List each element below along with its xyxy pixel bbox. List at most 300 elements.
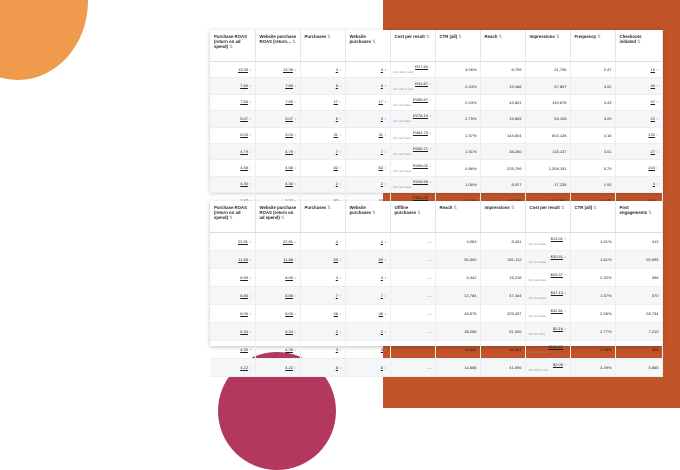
column-header-label: Reach	[484, 34, 498, 39]
table-cell[interactable]	[210, 78, 255, 94]
table-cell[interactable]	[255, 341, 300, 359]
sort-icon[interactable]: ⇅	[372, 39, 376, 44]
column-header[interactable]	[615, 30, 662, 62]
table-cell[interactable]	[345, 78, 390, 94]
cell-value: 3.39%	[600, 365, 612, 370]
table-cell[interactable]	[300, 176, 345, 192]
cell-value: 59	[333, 256, 338, 262]
table-cell	[615, 341, 662, 359]
table-cell	[435, 78, 480, 94]
column-header-label: Website purchases	[349, 205, 371, 215]
table-cell[interactable]	[210, 287, 255, 305]
cell-value: 17	[378, 99, 383, 105]
table-cell[interactable]	[345, 287, 390, 305]
sort-icon[interactable]: ⇅	[280, 215, 285, 220]
table-cell[interactable]	[345, 127, 390, 143]
sort-icon[interactable]: ⇅	[555, 34, 560, 39]
attribution-icon: ⚬	[563, 237, 567, 241]
table-cell[interactable]	[300, 143, 345, 159]
table-cell	[570, 233, 615, 251]
table-cell[interactable]	[615, 94, 662, 110]
table-cell	[480, 359, 525, 377]
table-cell[interactable]	[390, 176, 435, 192]
cell-value: 12,784	[464, 293, 477, 298]
attribution-icon: ⚬	[248, 84, 252, 89]
column-header[interactable]	[435, 30, 480, 62]
table-cell	[480, 269, 525, 287]
attribution-icon: ⚬	[383, 311, 387, 316]
cell-value: 8,451	[511, 239, 522, 244]
cell-value: 413	[651, 239, 659, 244]
cell-value: 13.35	[237, 66, 248, 72]
sort-icon[interactable]: ⇅	[560, 205, 565, 210]
ads-results-table-top	[210, 30, 662, 201]
cell-value: —	[427, 239, 432, 244]
cell-value: 4.79	[285, 148, 293, 154]
table-cell[interactable]	[300, 287, 345, 305]
table-cell[interactable]	[525, 305, 570, 323]
table-cell[interactable]	[390, 111, 435, 127]
table-cell[interactable]	[390, 143, 435, 159]
column-header[interactable]	[615, 201, 662, 233]
cost-per-result-note: Per purchase	[528, 242, 547, 246]
table-cell[interactable]	[345, 160, 390, 176]
header-row	[210, 201, 662, 233]
cell-value: $0.16	[552, 326, 563, 331]
table-cell[interactable]	[525, 233, 570, 251]
table-cell	[570, 359, 615, 377]
table-cell[interactable]	[525, 287, 570, 305]
attribution-icon: ⚬	[248, 275, 252, 280]
table-cell[interactable]	[210, 359, 255, 377]
sort-icon[interactable]: ⇅	[498, 34, 503, 39]
attribution-icon: ⚬	[248, 100, 252, 105]
cell-value: 38,260	[509, 149, 522, 155]
table-cell[interactable]	[255, 111, 300, 127]
table-cell[interactable]	[345, 176, 390, 192]
cell-value: 11.88	[238, 256, 248, 262]
table-cell[interactable]	[615, 111, 662, 127]
table-cell[interactable]	[210, 127, 255, 143]
attribution-icon: ⚬	[338, 116, 342, 121]
cell-value: 11.88	[283, 256, 293, 262]
cell-value: 1.57%	[600, 293, 612, 298]
attribution-icon: ⚬	[383, 100, 387, 105]
cell-value: 4.39	[240, 346, 248, 352]
cell-value: 27	[650, 148, 655, 154]
table-cell[interactable]	[255, 323, 300, 341]
attribution-icon: ⚬	[655, 84, 659, 89]
attribution-icon: ⚬	[338, 365, 342, 370]
table-cell[interactable]	[300, 111, 345, 127]
table-cell	[570, 176, 615, 192]
sort-icon[interactable]: ⇅	[510, 205, 515, 210]
cell-value: 4.58	[285, 165, 293, 171]
cell-value: 602,128	[552, 132, 567, 138]
table-row	[210, 62, 662, 78]
column-header-label: Purchases	[304, 205, 327, 210]
table-cell[interactable]	[255, 305, 300, 323]
table-cell[interactable]	[255, 233, 300, 251]
column-header[interactable]	[255, 30, 300, 62]
column-header[interactable]	[390, 201, 435, 233]
attribution-icon: ⚬	[338, 133, 342, 138]
sort-icon[interactable]: ⇅	[648, 210, 652, 215]
table-cell	[435, 323, 480, 341]
cell-value: R249.55	[412, 178, 428, 184]
table-row	[210, 323, 662, 341]
attribution-icon: ⚬	[428, 130, 432, 135]
table-row	[210, 111, 662, 127]
attribution-icon: ⚬	[563, 309, 567, 313]
column-header-label: Purchases	[304, 34, 327, 39]
table-row	[210, 94, 662, 110]
table-cell[interactable]	[345, 323, 390, 341]
attribution-icon: ⚬	[293, 311, 297, 316]
attribution-icon: ⚬	[338, 166, 342, 171]
cell-value: 4	[335, 238, 338, 244]
sort-icon[interactable]: ⇅	[372, 210, 376, 215]
table-cell[interactable]	[390, 78, 435, 94]
column-header-label: Checkouts initiated	[619, 34, 642, 44]
cell-value: $47.13	[550, 290, 563, 295]
table-cell[interactable]	[210, 62, 255, 78]
table-cell[interactable]	[615, 127, 662, 143]
attribution-icon: ⚬	[338, 182, 342, 187]
table-cell	[480, 287, 525, 305]
column-header[interactable]	[210, 30, 255, 62]
table-cell[interactable]	[615, 143, 662, 159]
cell-value: 4.39	[285, 346, 293, 352]
table-cell[interactable]	[615, 62, 662, 78]
cell-value: 4.06%	[465, 67, 477, 73]
column-header[interactable]	[480, 201, 525, 233]
cell-value: 132	[648, 132, 655, 138]
attribution-icon: ⚬	[563, 255, 567, 259]
table-cell[interactable]	[210, 233, 255, 251]
attribution-icon: ⚬	[293, 347, 297, 352]
table-cell[interactable]	[255, 160, 300, 176]
cell-value: 8	[335, 83, 338, 89]
cell-value: R27.60	[415, 64, 428, 70]
attribution-icon: ⚬	[383, 133, 387, 138]
cell-value: 6,799	[511, 67, 522, 73]
attribution-icon: ⚬	[655, 100, 659, 105]
cell-value: 3.43	[603, 99, 612, 105]
table-cell[interactable]	[255, 143, 300, 159]
table-cell	[435, 359, 480, 377]
table-cell	[390, 359, 435, 377]
column-header[interactable]	[435, 201, 480, 233]
attribution-icon: ⚬	[428, 163, 432, 168]
column-header[interactable]	[525, 30, 570, 62]
column-header[interactable]	[525, 201, 570, 233]
table-cell[interactable]	[210, 111, 255, 127]
cell-value: 5.34	[240, 328, 248, 334]
table-cell	[480, 111, 525, 127]
table-cell[interactable]	[255, 287, 300, 305]
sort-icon[interactable]: ⇅	[327, 34, 331, 39]
table-cell[interactable]	[345, 143, 390, 159]
table-cell[interactable]	[525, 269, 570, 287]
cost-per-result-note: Per purchase	[393, 102, 412, 107]
cell-value: 4	[335, 274, 338, 280]
sort-icon[interactable]: ⇅	[327, 205, 331, 210]
cell-value: 4	[380, 66, 383, 72]
table-cell[interactable]	[210, 176, 255, 192]
table-cell	[525, 143, 570, 159]
table-cell	[525, 127, 570, 143]
cell-value: 22	[650, 115, 655, 121]
table-cell[interactable]	[210, 160, 255, 176]
sort-icon[interactable]: ⇅	[593, 205, 597, 210]
attribution-icon: ⚬	[293, 275, 297, 280]
column-header-label: Cost per result	[394, 34, 425, 39]
cell-value: 2.24%	[465, 83, 477, 89]
cell-value: 8.00	[240, 310, 248, 316]
table-cell	[480, 233, 525, 251]
table-cell[interactable]	[300, 127, 345, 143]
table-cell[interactable]	[345, 111, 390, 127]
cell-value: 3	[335, 346, 338, 352]
table-cell[interactable]	[255, 251, 300, 269]
cell-value: 8	[380, 364, 383, 370]
sort-icon[interactable]: ⇅	[453, 205, 458, 210]
table-cell	[570, 305, 615, 323]
attribution-icon: ⚬	[248, 347, 252, 352]
column-header-label: Purchase ROAS (return on ad spend)	[214, 34, 247, 49]
table-cell[interactable]	[300, 359, 345, 377]
sort-icon[interactable]: ⇅	[636, 39, 641, 44]
cell-value: 40	[650, 83, 655, 89]
table-cell	[570, 269, 615, 287]
table-cell[interactable]	[300, 94, 345, 110]
table-cell[interactable]	[345, 269, 390, 287]
table-cell	[435, 287, 480, 305]
table-cell[interactable]	[300, 305, 345, 323]
column-header[interactable]	[570, 30, 615, 62]
attribution-icon: ⚬	[338, 67, 342, 72]
cell-value: R41.67	[415, 80, 428, 86]
sort-icon[interactable]: ⇅	[229, 44, 233, 49]
table-cell	[525, 160, 570, 176]
attribution-icon: ⚬	[248, 257, 252, 262]
table-cell[interactable]	[210, 341, 255, 359]
table-cell[interactable]	[345, 359, 390, 377]
table-cell[interactable]	[390, 127, 435, 143]
cell-value: 7	[380, 292, 383, 298]
table-cell	[390, 305, 435, 323]
column-header-label: Website purchases	[349, 34, 371, 44]
column-header[interactable]	[480, 30, 525, 62]
cell-value: 1.61%	[600, 257, 612, 262]
table-cell[interactable]	[300, 341, 345, 359]
table-cell[interactable]	[615, 160, 662, 176]
table-cell	[570, 111, 615, 127]
cell-value: 251,112	[507, 257, 522, 262]
cell-value: 15,216	[509, 275, 522, 280]
cell-value: 5.07	[285, 115, 293, 121]
attribution-icon: ⚬	[248, 182, 252, 187]
sort-icon[interactable]: ⇅	[458, 34, 462, 39]
cost-per-result-note: Per purchase	[393, 184, 412, 189]
cell-value: 1.57%	[465, 132, 477, 138]
table-cell	[615, 233, 662, 251]
column-header[interactable]	[210, 201, 255, 233]
table-cell[interactable]	[615, 176, 662, 192]
table-cell	[480, 305, 525, 323]
attribution-icon: ⚬	[248, 116, 252, 121]
table-cell	[435, 176, 480, 192]
table-cell	[435, 305, 480, 323]
table-cell[interactable]	[525, 251, 570, 269]
attribution-icon: ⚬	[338, 329, 342, 334]
cell-value: 51,926	[509, 329, 522, 334]
cell-value: $13.01	[550, 236, 563, 241]
table-cell[interactable]	[255, 359, 300, 377]
table-cell	[615, 287, 662, 305]
cell-value: 8	[380, 83, 383, 89]
column-header[interactable]	[345, 201, 390, 233]
column-header-label: Reach	[439, 205, 453, 210]
table-cell[interactable]	[345, 94, 390, 110]
sort-icon[interactable]: ⇅	[229, 215, 233, 220]
cost-per-result-note: Per purchase	[393, 168, 412, 173]
table-cell[interactable]	[300, 323, 345, 341]
cell-value: R285.97	[412, 96, 428, 102]
cell-value: R285.71	[412, 146, 428, 152]
column-header[interactable]	[570, 201, 615, 233]
attribution-icon: ⚬	[338, 239, 342, 244]
table-cell[interactable]	[345, 305, 390, 323]
table-cell[interactable]	[210, 143, 255, 159]
table-cell[interactable]	[390, 94, 435, 110]
table-cell[interactable]	[255, 176, 300, 192]
cell-value: 17,235	[554, 181, 567, 187]
table-cell[interactable]	[255, 269, 300, 287]
column-header-label: Website purchase ROAS (return…	[259, 34, 297, 44]
column-header[interactable]	[300, 30, 345, 62]
table-cell[interactable]	[255, 78, 300, 94]
table-cell[interactable]	[390, 62, 435, 78]
attribution-icon: ⚬	[248, 293, 252, 298]
table-cell	[615, 323, 662, 341]
attribution-icon: ⚬	[383, 293, 387, 298]
cell-value: 41,096	[509, 365, 522, 370]
cell-value: 19,168	[509, 83, 522, 89]
cell-value: 8.00	[285, 310, 293, 316]
cell-value: 46	[378, 310, 383, 316]
table-cell[interactable]	[210, 94, 255, 110]
cell-value: 50,300	[464, 257, 477, 262]
table-row	[210, 176, 662, 192]
table-cell[interactable]	[255, 127, 300, 143]
table-cell[interactable]	[345, 62, 390, 78]
table-cell[interactable]	[345, 341, 390, 359]
cell-value: 2.47	[603, 67, 612, 73]
table-cell[interactable]	[390, 160, 435, 176]
attribution-icon: ⚬	[563, 363, 567, 367]
table-cell[interactable]	[525, 359, 570, 377]
column-header[interactable]	[345, 30, 390, 62]
table-cell[interactable]	[525, 341, 570, 359]
attribution-icon: ⚬	[383, 116, 387, 121]
cell-value: 2	[335, 328, 338, 334]
cell-value: 82	[378, 165, 383, 171]
table-cell[interactable]	[210, 323, 255, 341]
cell-value: 14,858	[464, 365, 477, 370]
attribution-icon: ⚬	[338, 100, 342, 105]
table-cell[interactable]	[300, 233, 345, 251]
table-cell[interactable]	[255, 94, 300, 110]
cell-value: R464.75	[412, 129, 428, 135]
attribution-icon: ⚬	[655, 67, 659, 72]
table-cell[interactable]	[300, 62, 345, 78]
column-header[interactable]	[255, 201, 300, 233]
attribution-icon: ⚬	[655, 133, 659, 138]
sort-icon[interactable]: ⇅	[425, 34, 430, 39]
table-cell[interactable]	[615, 78, 662, 94]
table-cell[interactable]	[300, 269, 345, 287]
cell-value: 28,734	[646, 311, 659, 316]
table-cell	[570, 287, 615, 305]
cell-value: 8.88	[240, 292, 248, 298]
table-cell	[435, 233, 480, 251]
cost-per-result-note: Per purchase	[528, 350, 547, 354]
attribution-icon: ⚬	[338, 149, 342, 154]
sort-icon[interactable]: ⇅	[417, 210, 421, 215]
attribution-icon: ⚬	[383, 67, 387, 72]
table-cell[interactable]	[345, 233, 390, 251]
table-cell	[480, 323, 525, 341]
table-cell[interactable]	[210, 251, 255, 269]
cost-per-result-note: Per add to cart	[393, 70, 414, 75]
cell-value: —	[427, 347, 432, 352]
cell-value: 225,437	[507, 311, 522, 316]
table-cell[interactable]	[525, 323, 570, 341]
table-cell[interactable]	[300, 78, 345, 94]
cell-value: 4.79	[240, 148, 248, 154]
cell-value: 3.02	[603, 83, 612, 89]
table-cell[interactable]	[300, 160, 345, 176]
column-header[interactable]	[390, 30, 435, 62]
column-header-label: Offline purchases	[394, 205, 416, 215]
table-cell[interactable]	[210, 269, 255, 287]
attribution-icon: ⚬	[248, 166, 252, 171]
table-cell[interactable]	[255, 62, 300, 78]
cell-value: $25.47	[550, 272, 563, 277]
table-cell	[570, 143, 615, 159]
cell-value: 7.55	[285, 99, 293, 105]
column-header[interactable]	[300, 201, 345, 233]
table-cell	[615, 251, 662, 269]
table-cell	[570, 323, 615, 341]
table-cell[interactable]	[300, 251, 345, 269]
table-cell[interactable]	[210, 305, 255, 323]
table-cell[interactable]	[345, 251, 390, 269]
attribution-icon: ⚬	[293, 257, 297, 262]
column-header-label: Website purchase ROAS (return on ad spend)	[259, 205, 297, 220]
column-header-label: Cost per result	[529, 205, 560, 210]
cell-value: —	[427, 329, 432, 334]
table-cell	[390, 233, 435, 251]
sort-icon[interactable]: ⇅	[597, 34, 601, 39]
table-cell	[480, 176, 525, 192]
attribution-icon: ⚬	[293, 365, 297, 370]
cell-value: 7	[335, 148, 338, 154]
table-row	[210, 78, 662, 94]
sort-icon[interactable]: ⇅	[292, 39, 296, 44]
